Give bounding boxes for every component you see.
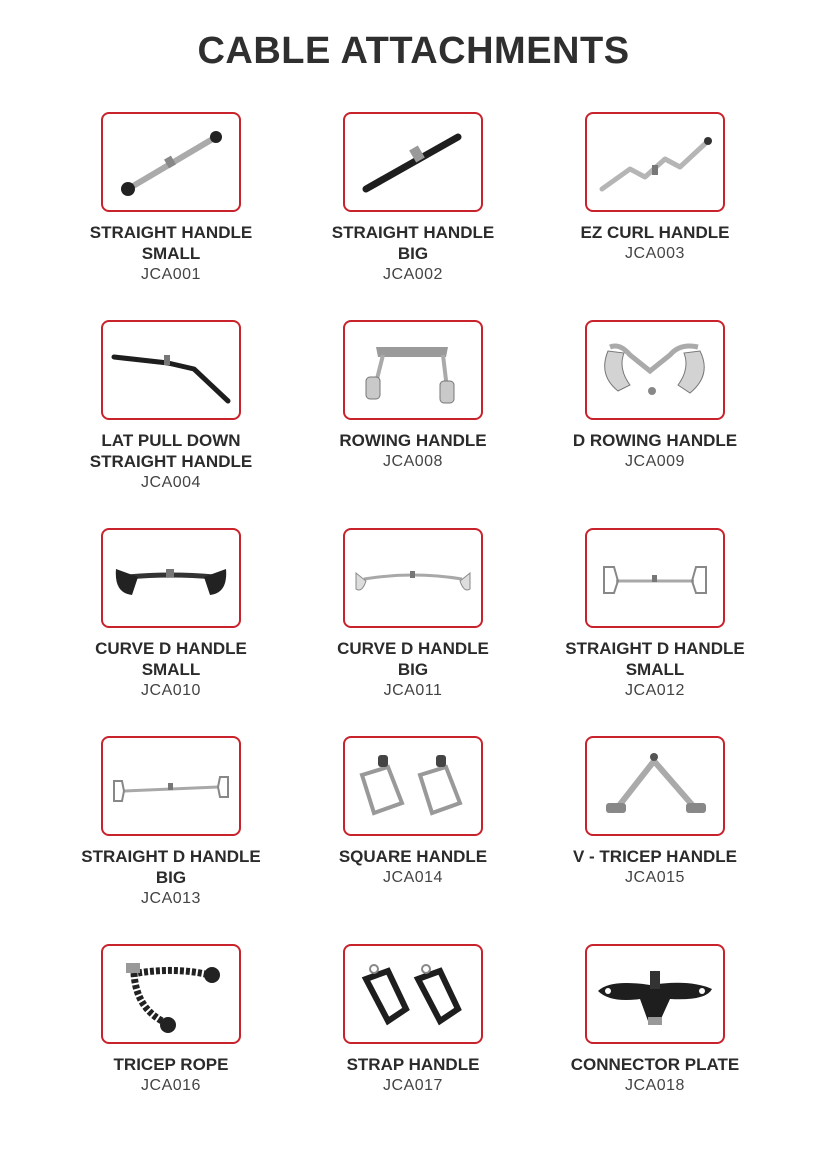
product-code: JCA015 xyxy=(625,869,685,886)
product-code: JCA016 xyxy=(141,1077,201,1094)
tricep-rope-icon xyxy=(106,949,236,1039)
product-image-frame xyxy=(585,736,725,836)
product-card xyxy=(298,736,528,889)
d-rowing-handle-icon xyxy=(590,325,720,415)
product-name: V - TRICEP HANDLE xyxy=(572,847,738,866)
straight-handle-big-icon xyxy=(348,117,478,207)
straight-handle-small-icon xyxy=(106,117,236,207)
product-card xyxy=(540,944,770,1097)
curve-d-handle-big-icon xyxy=(348,533,478,623)
product-code: JCA002 xyxy=(383,266,443,283)
product-name: LAT PULL DOWN STRAIGHT HANDLE xyxy=(89,431,253,471)
product-name: STRAP HANDLE xyxy=(346,1055,480,1074)
product-card xyxy=(56,528,286,702)
product-name: EZ CURL HANDLE xyxy=(580,223,730,242)
product-code: JCA010 xyxy=(141,682,201,699)
straight-d-handle-small-icon xyxy=(590,533,720,623)
product-card xyxy=(56,736,286,910)
product-image-frame xyxy=(343,528,483,628)
product-image-frame xyxy=(101,736,241,836)
product-image-frame xyxy=(585,528,725,628)
rowing-handle-icon xyxy=(348,325,478,415)
product-code: JCA017 xyxy=(383,1077,443,1094)
product-card xyxy=(298,320,528,473)
product-image-frame xyxy=(343,944,483,1044)
straight-d-handle-big-icon xyxy=(106,741,236,831)
product-name: CURVE D HANDLE BIG xyxy=(337,639,489,679)
square-handle-icon xyxy=(348,741,478,831)
product-card xyxy=(540,320,770,473)
product-card xyxy=(56,944,286,1097)
product-name: TRICEP ROPE xyxy=(113,1055,229,1074)
product-name: CONNECTOR PLATE xyxy=(570,1055,740,1074)
product-code: JCA009 xyxy=(625,453,685,470)
strap-handle-icon xyxy=(348,949,478,1039)
product-image-frame xyxy=(101,528,241,628)
product-card xyxy=(298,112,528,286)
product-name: STRAIGHT HANDLE SMALL xyxy=(89,223,253,263)
product-code: JCA001 xyxy=(141,266,201,283)
product-code: JCA011 xyxy=(383,682,443,699)
product-image-frame xyxy=(101,944,241,1044)
product-image-frame xyxy=(343,112,483,212)
ez-curl-handle-icon xyxy=(590,117,720,207)
connector-plate-icon xyxy=(590,949,720,1039)
product-code: JCA012 xyxy=(625,682,685,699)
product-image-frame xyxy=(585,944,725,1044)
product-image-frame xyxy=(101,112,241,212)
product-card xyxy=(56,112,286,286)
product-code: JCA014 xyxy=(383,869,443,886)
product-image-frame xyxy=(585,320,725,420)
product-card xyxy=(298,528,528,702)
lat-pull-down-icon xyxy=(106,325,236,415)
product-name: STRAIGHT HANDLE BIG xyxy=(331,223,495,263)
product-card xyxy=(540,528,770,702)
product-name: STRAIGHT D HANDLE SMALL xyxy=(565,639,745,679)
product-image-frame xyxy=(585,112,725,212)
product-code: JCA003 xyxy=(625,245,685,262)
product-image-frame xyxy=(343,320,483,420)
product-code: JCA018 xyxy=(625,1077,685,1094)
product-image-frame xyxy=(343,736,483,836)
product-name: STRAIGHT D HANDLE BIG xyxy=(81,847,261,887)
product-code: JCA013 xyxy=(141,890,201,907)
product-name: SQUARE HANDLE xyxy=(338,847,488,866)
v-tricep-handle-icon xyxy=(590,741,720,831)
product-code: JCA004 xyxy=(141,474,201,491)
product-card xyxy=(56,320,286,494)
product-code: JCA008 xyxy=(383,453,443,470)
product-image-frame xyxy=(101,320,241,420)
product-card xyxy=(540,736,770,889)
product-card xyxy=(298,944,528,1097)
product-name: ROWING HANDLE xyxy=(339,431,487,450)
product-card xyxy=(540,112,770,265)
product-name: CURVE D HANDLE SMALL xyxy=(95,639,247,679)
product-name: D ROWING HANDLE xyxy=(572,431,738,450)
page-title: CABLE ATTACHMENTS xyxy=(197,30,630,72)
curve-d-handle-small-icon xyxy=(106,533,236,623)
